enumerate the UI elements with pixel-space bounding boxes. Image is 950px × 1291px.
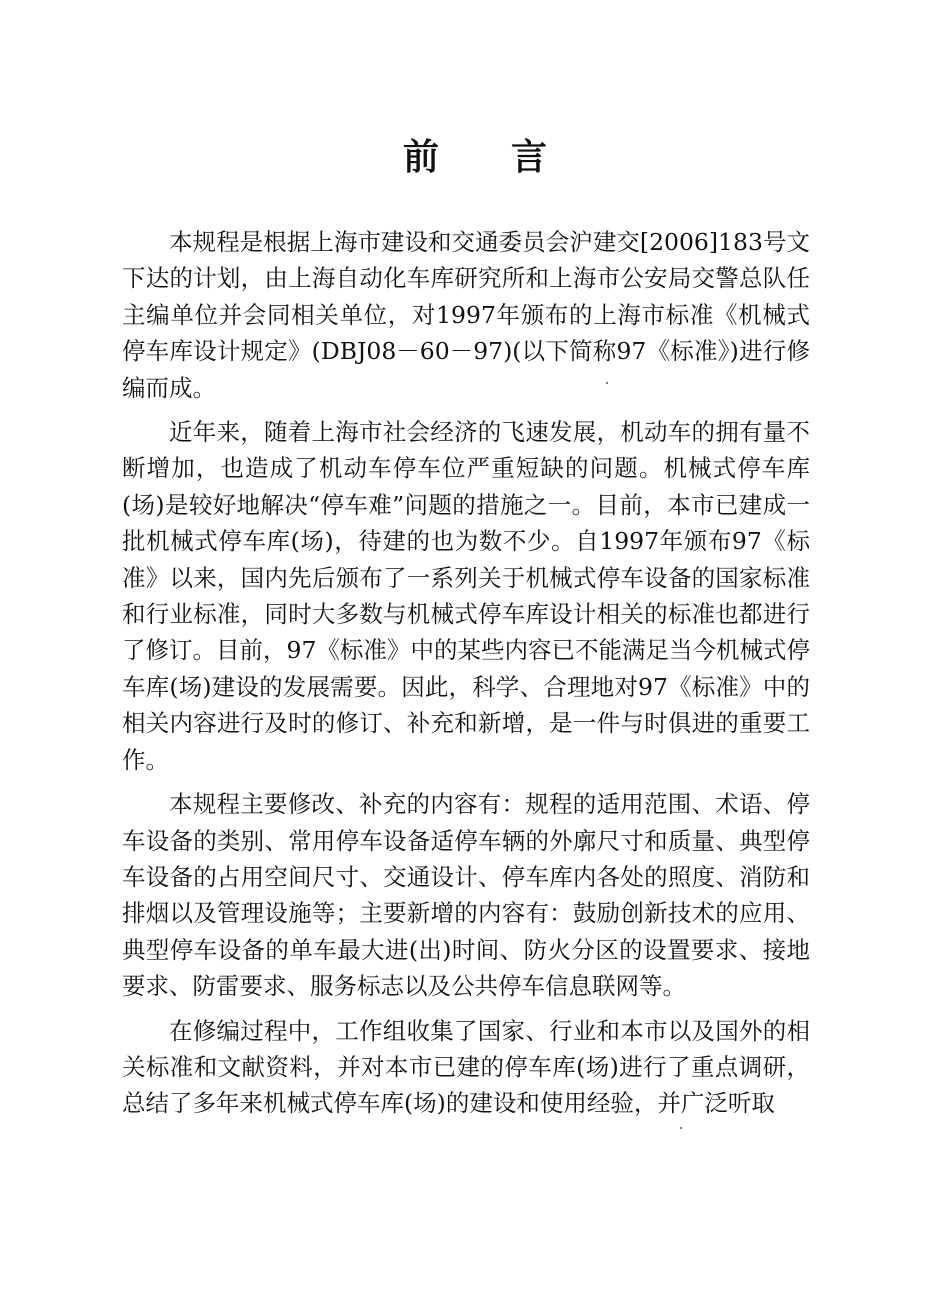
scan-speck bbox=[680, 1127, 682, 1129]
body-text bbox=[122, 224, 810, 1130]
page-title: 前言 bbox=[402, 137, 619, 178]
paragraph-1: 本规程是根据上海市建设和交通委员会沪建交[2006]183号文下达的计划，由上海自动化车库研究所和上海市公安局交警总队任主编单位并会同相关单位，对1997年颁布的上海市标准《机械式停车库设计规定》(DBJ08－60－97)(以下简称97《标准》)进行修编而成。 bbox=[122, 228, 810, 402]
scan-speck bbox=[606, 382, 608, 384]
paragraph-3: 本规程主要修改、补充的内容有：规程的适用范围、术语、停车设备的类别、常用停车设备适停车辆的外廓尺寸和质量、典型停车设备的占用空间尺寸、交通设计、停车库内各处的照度、消防和排烟以及管理设施等；主要新增的内容有：鼓励创新技术的应用、典型停车设备的单车最大进(出)时间、防火分区的设置要求、接地要求、防雷要求、服务标志以及公共停车信息联网等。 bbox=[122, 790, 810, 1001]
paragraph-4: 在修编过程中，工作组收集了国家、行业和本市以及国外的相关标准和文献资料，并对本市已建的停车库(场)进行了重点调研，总结了多年来机械式停车库(场)的建设和使用经验，并广泛听取 bbox=[122, 1016, 810, 1118]
paragraph-2: 近年来，随着上海市社会经济的飞速发展，机动车的拥有量不断增加，也造成了机动车停车位严重短缺的问题。机械式停车库(场)是较好地解决“停车难”问题的措施之一。目前，本市已建成一批机械式停车库(场)，待建的也为数不少。自1997年颁布97《标准》以来，国内先后颁布了一系列关于机械式停车设备的国家标准和行业标准，同时大多数与机械式停车库设计相关的标准也都进行了修订。目前，97《标准》中的某些内容已不能满足当今机械式停车库(场)建设的发展需要。因此，科学、合理地对97《标准》中的相关内容进行及时的修订、补充和新增，是一件与时俱进的重要工作。 bbox=[122, 418, 810, 774]
